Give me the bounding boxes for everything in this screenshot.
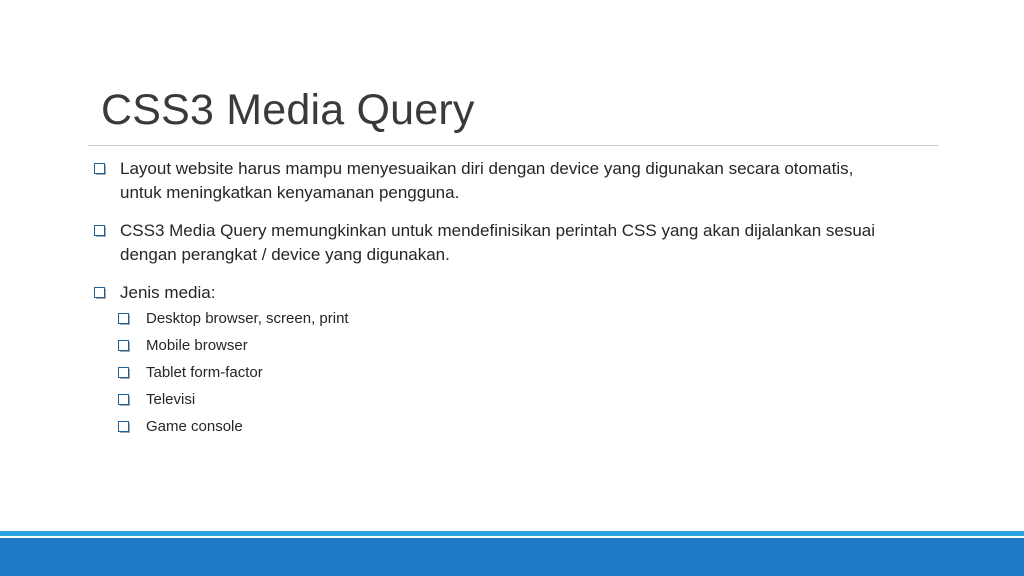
slide-title: CSS3 Media Query [101,86,475,134]
bullet-item [94,281,894,305]
footer-stripe [0,531,1024,536]
sub-bullet-text: Tablet form-factor [146,364,263,381]
bullet-text: Jenis media: [120,283,216,302]
footer-band [0,538,1024,576]
bullet-item [94,157,894,205]
sub-bullet-item [118,336,818,356]
checkbox-square-icon [118,421,129,432]
checkbox-square-icon [118,394,129,405]
sub-bullet-text: Desktop browser, screen, print [146,310,349,327]
sub-bullet-text: Game console [146,418,243,435]
checkbox-square-icon [118,313,129,324]
checkbox-square-icon [94,287,105,298]
sub-bullet-item [118,417,818,437]
sub-bullet-text: Mobile browser [146,337,248,354]
checkbox-square-icon [118,340,129,351]
sub-bullet-item [118,390,818,410]
bullet-text: CSS3 Media Query memungkinkan untuk mendefinisikan perintah CSS yang akan dijalankan sesuai dengan perangkat / device yang digunakan. [120,221,876,264]
bullet-text: Layout website harus mampu menyesuaikan diri dengan device yang digunakan secara otomatis, untuk meningkatkan kenyamanan pengguna. [120,159,854,202]
checkbox-square-icon [94,225,105,236]
checkbox-square-icon [94,163,105,174]
sub-bullet-item [118,309,818,329]
bullet-item [94,219,934,267]
checkbox-square-icon [118,367,129,378]
sub-bullet-item [118,363,818,383]
sub-bullet-text: Televisi [146,391,196,408]
